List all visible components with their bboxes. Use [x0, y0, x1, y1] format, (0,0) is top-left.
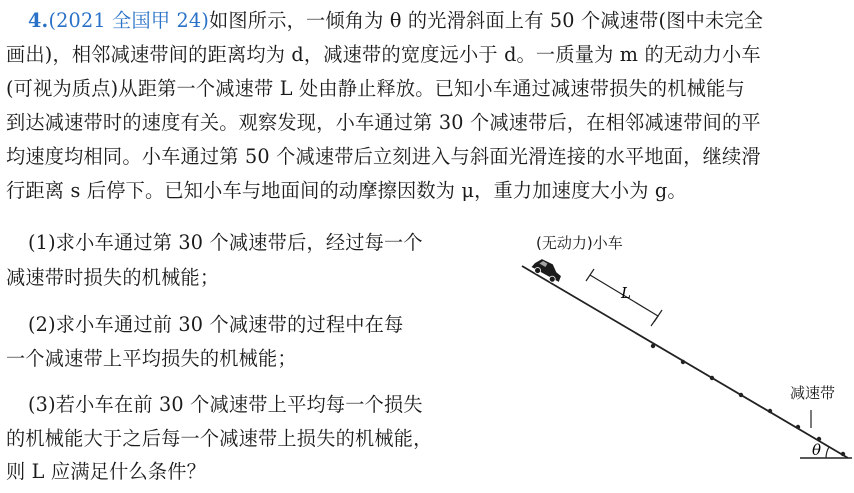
question-line: 一个减速带上平均损失的机械能；: [6, 347, 297, 370]
incline-figure: [500, 228, 854, 489]
problem-line-1: [28, 8, 763, 34]
bump-label: 减速带: [790, 384, 836, 402]
car-label: (无动力)小车: [536, 234, 623, 252]
problem-text-line: 均速度均相同。小车通过第 50 个减速带后立刻进入与斜面光滑连接的水平地面，继续滑: [6, 145, 761, 168]
problem-text-line: 如图所示，一倾角为 θ 的光滑斜面上有 50 个减速带(图中未完全: [209, 9, 764, 32]
incline-diagram: [500, 228, 854, 489]
problem-text-line: 到达减速带时的速度有关。观察发现，小车通过第 30 个减速带后，在相邻减速带间的平: [6, 111, 761, 134]
angle-label: θ: [812, 441, 822, 459]
problem-text-line: (可视为质点)从距第一个减速带 L 处由静止释放。已知小车通过减速带损失的机械能与: [6, 77, 745, 100]
question-line: 的机械能大于之后每一个减速带上损失的机械能，: [6, 427, 433, 450]
question-line: (3)若小车在前 30 个减速带上平均每一个损失: [28, 393, 423, 416]
problem-text-line: 画出)，相邻减速带间的距离均为 d，减速带的宽度远小于 d。一质量为 m 的无动力小车: [6, 43, 761, 66]
problem-number: 4.: [28, 9, 49, 32]
distance-label: L: [621, 284, 631, 302]
question-line: 则 L 应满足什么条件？: [6, 460, 207, 483]
question-line: (2)求小车通过前 30 个减速带的过程中在每: [28, 313, 404, 336]
problem-source: (2021 全国甲 24): [48, 9, 210, 32]
question-line: 减速带时损失的机械能；: [6, 266, 220, 289]
angle-arc: [826, 447, 829, 458]
problem-text-line: 行距离 s 后停下。已知小车与地面间的动摩擦因数为 μ，重力加速度大小为 g。: [6, 179, 687, 202]
question-line: (1)求小车通过第 30 个减速带后，经过每一个: [28, 231, 423, 254]
